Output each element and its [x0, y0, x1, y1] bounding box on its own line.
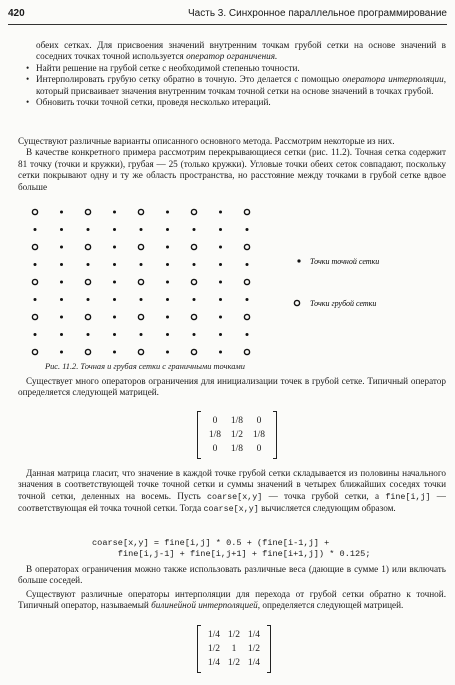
fine-grid-point — [219, 316, 222, 319]
coarse-grid-point — [32, 314, 37, 319]
fine-grid-point — [60, 228, 63, 231]
paragraph: В качестве конкретного примера рассмотрим перекрывающиеся сетки (рис. 11.2). Точная сетка содержит 81 точку (точки и кружки), грубая — 25 (только кружки). Угловые точки обеих сеток совпадают, поскольку сетки покрывают одну и ту же область пространства, но расстояние между точками в грубой сетке вдвое больше — [18, 147, 446, 192]
fine-grid-point — [219, 351, 222, 354]
coarse-grid-point — [85, 244, 90, 249]
body-text-block-3 — [18, 468, 446, 516]
matrix-cell: 1/2 — [230, 430, 244, 440]
matrix-cell: 1 — [231, 644, 237, 654]
list-item: • Интерполировать грубую сетку обратно в точную. Это делается с помощью оператора интерполяции, который присваивает значения внутренним точкам точной сетки на основе значений в точках грубой. — [36, 74, 446, 97]
fine-grid-point — [166, 246, 169, 249]
coarse-grid-point — [138, 279, 143, 284]
matrix-cell: 1/4 — [247, 658, 261, 668]
coarse-grid-point — [85, 279, 90, 284]
fine-grid-point — [60, 281, 63, 284]
coarse-grid-point — [138, 244, 143, 249]
matrix-cell: 1/8 — [230, 416, 244, 426]
fine-grid-point — [166, 298, 169, 301]
fine-grid-point — [166, 351, 169, 354]
fine-grid-point — [113, 211, 116, 214]
fine-grid-point — [34, 298, 37, 301]
fine-grid-point — [140, 228, 143, 231]
coarse-grid-point — [244, 244, 249, 249]
interpolation-matrix — [197, 626, 271, 672]
fine-grid-point — [140, 263, 143, 266]
fine-grid-point — [60, 246, 63, 249]
body-text-block-2 — [18, 376, 446, 399]
fine-grid-point — [246, 228, 249, 231]
fine-grid-point — [166, 211, 169, 214]
fine-grid-point — [113, 281, 116, 284]
body-text-block-1 — [18, 136, 446, 193]
fine-grid-point — [60, 263, 63, 266]
grid-points — [32, 209, 249, 354]
matrix-cell: 1/8 — [208, 430, 222, 440]
fine-grid-point — [193, 298, 196, 301]
fine-grid-point — [246, 333, 249, 336]
matrix-cell: 1/4 — [247, 630, 261, 640]
matrix-cell: 0 — [212, 444, 218, 454]
body-text-block-4 — [18, 564, 446, 612]
fine-grid-point — [219, 298, 222, 301]
coarse-grid-point — [244, 349, 249, 354]
coarse-grid-point — [244, 314, 249, 319]
coarse-grid-point — [191, 244, 196, 249]
fine-grid-point — [219, 211, 222, 214]
top-text-block — [18, 40, 446, 108]
coarse-grid-point — [85, 209, 90, 214]
coarse-grid-point — [32, 244, 37, 249]
fine-grid-point — [60, 211, 63, 214]
fine-grid-point — [193, 263, 196, 266]
coarse-grid-point — [191, 314, 196, 319]
fine-grid-point — [113, 298, 116, 301]
matrix-cell: 1/2 — [207, 644, 221, 654]
coarse-grid-point — [191, 349, 196, 354]
fine-grid-point — [166, 263, 169, 266]
fine-grid-point — [113, 246, 116, 249]
matrix-cell: 0 — [212, 416, 218, 426]
matrix-cell: 1/8 — [230, 444, 244, 454]
fine-grid-point — [193, 333, 196, 336]
coarse-grid-point — [85, 314, 90, 319]
coarse-grid-point — [138, 349, 143, 354]
fine-grid-point — [113, 351, 116, 354]
list-item: • Обновить точки точной сетки, проведя несколько итераций. — [36, 97, 446, 108]
paragraph: Существуют различные операторы интерполяции для перехода от грубой сетки обратно к точной. Типичный оператор, называемый билинейной интерполяцией, определяется следующей матрицей. — [18, 588, 446, 611]
fine-grid-point — [113, 263, 116, 266]
coarse-grid-point — [191, 209, 196, 214]
legend-coarse-label: Точки грубой сетки — [310, 299, 377, 308]
intro-paragraph: обеих сетках. Для присвоения значений внутренним точкам грубой сетки на основе значений в соседних точках точной используется оператор ограничения. — [36, 40, 447, 62]
steps-list — [18, 63, 446, 109]
fine-grid-point — [87, 298, 90, 301]
matrix-cell: 1/4 — [207, 630, 221, 640]
fine-grid-point — [166, 281, 169, 284]
paragraph: Существует много операторов ограничения для инициализации точек в грубой сетке. Типичный оператор определяется следующей матрицей. — [18, 376, 446, 398]
fine-grid-point — [60, 298, 63, 301]
fine-grid-point — [166, 333, 169, 336]
fine-grid-point — [219, 263, 222, 266]
fine-grid-point — [87, 228, 90, 231]
matrix-cell: 1/8 — [252, 430, 266, 440]
matrix-cell: 1/2 — [247, 644, 261, 654]
fine-grid-point — [113, 316, 116, 319]
fine-grid-point — [193, 228, 196, 231]
fine-grid-point — [140, 333, 143, 336]
matrix-cell: 0 — [256, 416, 262, 426]
matrix-cell: 1/4 — [207, 658, 221, 668]
fine-grid-point — [34, 228, 37, 231]
page-number: 420 — [8, 8, 25, 19]
coarse-grid-point — [244, 279, 249, 284]
fine-grid-point — [166, 316, 169, 319]
coarse-grid-point — [32, 349, 37, 354]
legend-fine-label: Точки точной сетки — [310, 257, 380, 266]
fine-grid-point — [34, 333, 37, 336]
figure-caption: Рис. 11.2. Точная и грубая сетки с граничными точками — [45, 362, 245, 371]
fine-grid-point — [219, 281, 222, 284]
coarse-grid-point — [191, 279, 196, 284]
matrix-cell: 1/2 — [227, 658, 241, 668]
coarse-grid-point — [32, 209, 37, 214]
fine-grid-point — [60, 333, 63, 336]
legend-circle-icon — [294, 300, 299, 305]
fine-grid-point — [113, 333, 116, 336]
restriction-matrix — [197, 412, 277, 458]
fine-grid-point — [219, 228, 222, 231]
coarse-grid-point — [32, 279, 37, 284]
running-title: Часть 3. Синхронное параллельное программирование — [188, 8, 447, 19]
code-snippet: coarse[x,y] = fine[i,j] * 0.5 + (fine[i-1,j] + fine[i,j-1] + fine[i,j+1] + fine[i+1,j]) * 0.125; — [92, 538, 371, 559]
paragraph: Существуют различные варианты описанного основного метода. Рассмотрим некоторые из них. — [18, 136, 395, 146]
matrix-cell: 1/2 — [227, 630, 241, 640]
coarse-grid-point — [138, 209, 143, 214]
fine-grid-point — [60, 316, 63, 319]
list-item: • Найти решение на грубой сетке с необходимой степенью точности. — [36, 63, 446, 74]
fine-grid-point — [87, 333, 90, 336]
fine-grid-point — [219, 333, 222, 336]
fine-grid-point — [87, 263, 90, 266]
paragraph: В операторах ограничения можно также использовать различные веса (дающие в сумме 1) или включать больше соседей. — [18, 564, 446, 586]
matrix-cell: 0 — [256, 444, 262, 454]
fine-grid-point — [246, 263, 249, 266]
fine-grid-point — [34, 263, 37, 266]
header-rule — [8, 24, 447, 25]
fine-grid-point — [219, 246, 222, 249]
coarse-grid-point — [138, 314, 143, 319]
fine-grid-point — [60, 351, 63, 354]
fine-grid-point — [166, 228, 169, 231]
grid-figure — [18, 196, 438, 358]
fine-grid-point — [246, 298, 249, 301]
legend-dot-icon — [297, 259, 300, 262]
fine-grid-point — [113, 228, 116, 231]
paragraph: Данная матрица гласит, что значение в каждой точке грубой сетки складывается из половины начального значения в соответствующей точке точной сетки и суммы значений в четырех ближайших соседях точки точной сетки, деленных на восемь. Пусть coarse[x,y] — точка грубой сетки, а fine[i,j] — соответствующая ей точка точной сетки. Тогда coarse[x,y] вычисляется следующим образом. — [18, 468, 446, 515]
fine-grid-point — [140, 298, 143, 301]
coarse-grid-point — [244, 209, 249, 214]
coarse-grid-point — [85, 349, 90, 354]
page-header — [8, 8, 447, 24]
